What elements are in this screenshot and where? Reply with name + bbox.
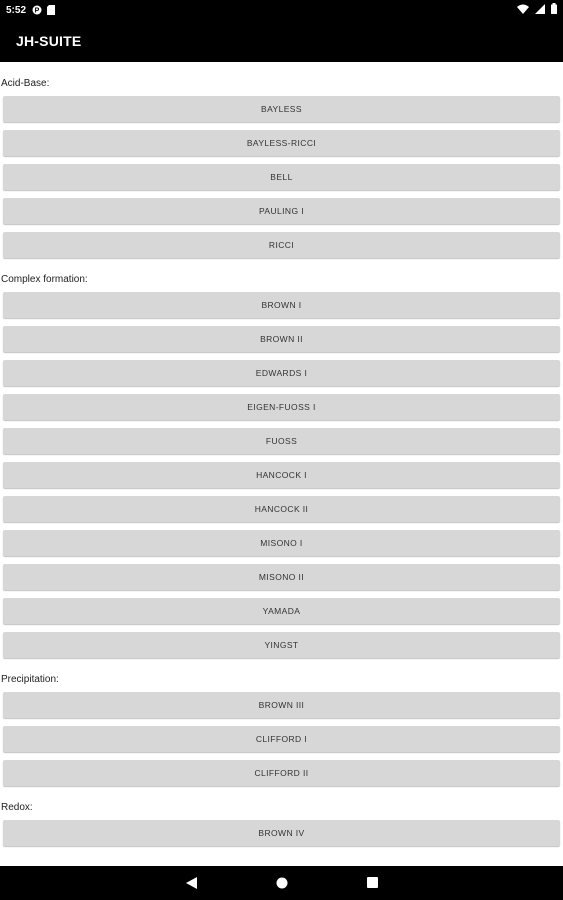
button-clifford-i[interactable]: CLIFFORD I [3,726,560,752]
status-bar [0,0,563,20]
button-edwards-i[interactable]: EDWARDS I [3,360,560,386]
section-precipitation [0,666,563,786]
button-brown-iv[interactable]: BROWN IV [3,820,560,846]
button-yingst[interactable]: YINGST [3,632,560,658]
button-brown-i[interactable]: BROWN I [3,292,560,318]
sd-card-icon [47,5,55,15]
section-label: Complex formation: [1,274,88,285]
section-complex-formation [0,266,563,658]
home-icon[interactable] [276,877,288,889]
button-bell[interactable]: BELL [3,164,560,190]
section-label: Redox: [1,802,33,813]
button-hancock-i[interactable]: HANCOCK I [3,462,560,488]
section-label: Acid-Base: [1,78,50,89]
back-icon[interactable] [186,877,197,889]
button-misono-i[interactable]: MISONO I [3,530,560,556]
button-ricci[interactable]: RICCI [3,232,560,258]
navigation-bar [0,866,563,900]
button-eigen-fuoss-i[interactable]: EIGEN-FUOSS I [3,394,560,420]
button-clifford-ii[interactable]: CLIFFORD II [3,760,560,786]
button-brown-ii[interactable]: BROWN II [3,326,560,352]
button-fuoss[interactable]: FUOSS [3,428,560,454]
app-title: JH-SUITE [16,33,82,49]
button-pauling-i[interactable]: PAULING I [3,198,560,224]
status-time: 5:52 [6,4,27,16]
status-left-icons [32,5,55,15]
status-right-icons [517,3,557,14]
svg-text:P: P [34,7,40,15]
section-label: Precipitation: [1,674,59,685]
section-acid-base [0,62,563,258]
button-hancock-ii[interactable]: HANCOCK II [3,496,560,522]
button-bayless[interactable]: BAYLESS [3,96,560,122]
signal-icon [535,4,545,14]
battery-icon [551,3,557,14]
section-redox [0,794,563,846]
app-bar [0,20,563,62]
wifi-icon [517,4,529,14]
recents-icon[interactable] [367,877,378,888]
button-misono-ii[interactable]: MISONO II [3,564,560,590]
button-brown-iii[interactable]: BROWN III [3,692,560,718]
button-yamada[interactable]: YAMADA [3,598,560,624]
button-bayless-ricci[interactable]: BAYLESS-RICCI [3,130,560,156]
notification-p-icon [32,5,42,15]
content-scroll[interactable] [0,62,563,866]
